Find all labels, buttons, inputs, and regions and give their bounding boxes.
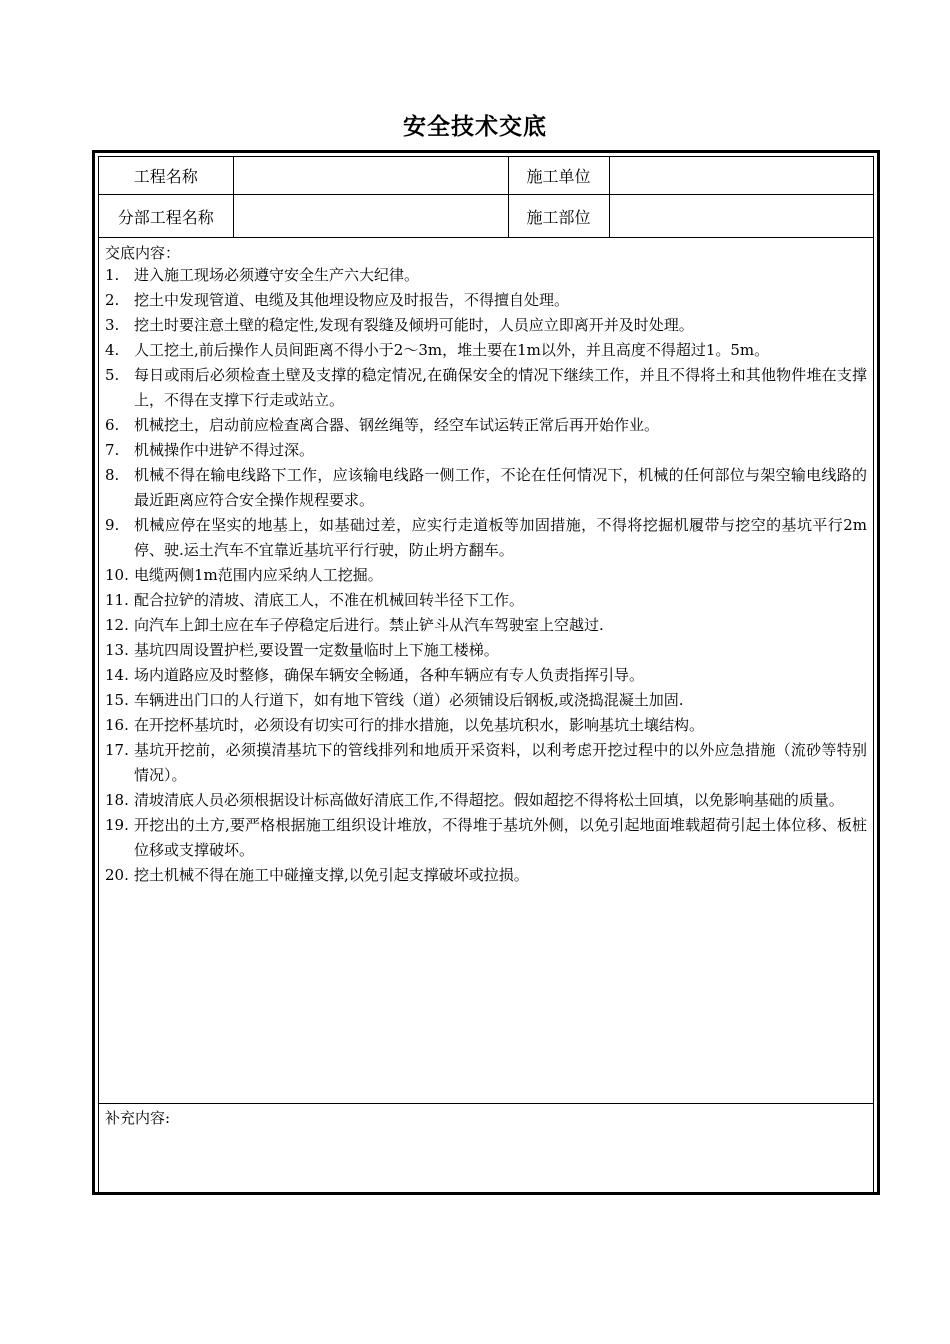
- list-item: [105, 713, 867, 738]
- list-item-text: 配合拉铲的清坡、清底工人，不准在机械回转半径下工作。: [134, 591, 525, 609]
- construction-part-field[interactable]: [609, 195, 873, 238]
- list-item: [105, 438, 867, 463]
- header-row: [99, 157, 873, 195]
- list-item-number: 5.: [105, 366, 120, 384]
- list-item-number: 7.: [105, 441, 120, 459]
- list-item-number: 1.: [105, 266, 120, 284]
- sub-project-field[interactable]: [233, 195, 508, 238]
- list-item-number: 13.: [105, 641, 129, 659]
- list-item-number: 3.: [105, 316, 120, 334]
- list-item: [105, 563, 867, 588]
- header-table: [99, 157, 873, 238]
- list-item-number: 11.: [105, 591, 129, 609]
- list-item: [105, 688, 867, 713]
- content-label: 交底内容：: [105, 244, 181, 262]
- list-item-number: 19.: [105, 816, 129, 834]
- list-item: [105, 363, 867, 413]
- list-item-text: 机械不得在输电线路下工作，应该输电线路一侧工作，不论在任何情况下，机械的任何部位与架空输电线路的最近距离应符合安全操作规程要求。: [134, 466, 867, 509]
- list-item-text: 车辆进出门口的人行道下，如有地下管线（道）必须铺设后钢板,或浇捣混凝土加固.: [134, 691, 684, 709]
- project-name-field[interactable]: [233, 157, 508, 195]
- header-row: [99, 195, 873, 238]
- form-inner-frame: [98, 156, 874, 1192]
- list-item: [105, 738, 867, 788]
- list-item-text: 向汽车上卸土应在车子停稳定后进行。禁止铲斗从汽车驾驶室上空越过.: [134, 616, 604, 634]
- list-item-text: 清坡清底人员必须根据设计标高做好清底工作,不得超挖。假如超挖不得将松土回填，以免影响基础的质量。: [134, 791, 844, 809]
- list-item: [105, 663, 867, 688]
- list-item-number: 16.: [105, 716, 129, 734]
- supplement-label: 补充内容:: [105, 1109, 171, 1127]
- list-item-text: 机械应停在坚实的地基上，如基础过差，应实行走道板等加固措施，不得将挖掘机履带与挖空的基坑平行2m停、驶.运土汽车不宜靠近基坑平行行驶，防止坍方翻车。: [134, 516, 867, 559]
- list-item: [105, 263, 867, 288]
- list-item-text: 人工挖土,前后操作人员间距离不得小于2～3m，堆土要在1m以外，并且高度不得超过1。5m。: [134, 341, 770, 359]
- list-item: [105, 813, 867, 863]
- content-list: [105, 263, 867, 888]
- list-item-text: 机械操作中进铲不得过深。: [134, 441, 315, 459]
- content-section: [99, 239, 873, 1104]
- list-item-number: 12.: [105, 616, 129, 634]
- list-item-text: 挖土时要注意土壁的稳定性,发现有裂缝及倾坍可能时，人员应立即离开并及时处理。: [134, 316, 694, 334]
- list-item: [105, 463, 867, 513]
- list-item-text: 挖土中发现管道、电缆及其他埋设物应及时报告，不得擅自处理。: [134, 291, 570, 309]
- list-item-number: 18.: [105, 791, 129, 809]
- list-item-number: 2.: [105, 291, 120, 309]
- list-item-text: 基坑四周设置护栏,要设置一定数量临时上下施工楼梯。: [134, 641, 499, 659]
- list-item-text: 挖土机械不得在施工中碰撞支撑,以免引起支撑破坏或拉损。: [134, 866, 529, 884]
- list-item: [105, 863, 867, 888]
- page-title: 安全技术交底: [403, 113, 547, 140]
- list-item-number: 20.: [105, 866, 129, 884]
- list-item-text: 在开挖杯基坑时，必须设有切实可行的排水措施，以免基坑积水，影响基坑土壤结构。: [134, 716, 705, 734]
- list-item-number: 6.: [105, 416, 120, 434]
- construction-unit-label: 施工单位: [508, 157, 609, 195]
- project-name-label: 工程名称: [99, 157, 233, 195]
- list-item-number: 4.: [105, 341, 120, 359]
- list-item-number: 14.: [105, 666, 129, 684]
- list-item: [105, 313, 867, 338]
- sub-project-label: 分部工程名称: [99, 195, 233, 238]
- list-item: [105, 588, 867, 613]
- supplement-section: [99, 1104, 873, 1192]
- list-item: [105, 513, 867, 563]
- list-item: [105, 638, 867, 663]
- list-item-number: 17.: [105, 741, 129, 759]
- list-item: [105, 613, 867, 638]
- list-item-text: 机械挖土，启动前应检查离合器、钢丝绳等，经空车试运转正常后再开始作业。: [134, 416, 660, 434]
- list-item-text: 基坑开挖前，必须摸清基坑下的管线排列和地质开采资料，以利考虑开挖过程中的以外应急措施（流砂等特别情况）。: [134, 741, 867, 784]
- form-frame: [92, 150, 880, 1195]
- list-item-text: 场内道路应及时整修，确保车辆安全畅通，各种车辆应有专人负责指挥引导。: [134, 666, 645, 684]
- list-item-text: 电缆两侧1m范围内应采纳人工挖掘。: [134, 566, 383, 584]
- list-item-text: 每日或雨后必须检查土壁及支撑的稳定情况,在确保安全的情况下继续工作，并且不得将土和其他物件堆在支撑上，不得在支撑下行走或站立。: [134, 366, 867, 409]
- list-item-number: 9.: [105, 516, 120, 534]
- list-item-text: 进入施工现场必须遵守安全生产六大纪律。: [134, 266, 420, 284]
- list-item: [105, 288, 867, 313]
- list-item-text: 开挖出的土方,要严格根据施工组织设计堆放，不得堆于基坑外侧，以免引起地面堆载超荷引起土体位移、板桩位移或支撑破坏。: [134, 816, 867, 859]
- construction-part-label: 施工部位: [508, 195, 609, 238]
- list-item: [105, 413, 867, 438]
- list-item-number: 8.: [105, 466, 120, 484]
- list-item-number: 10.: [105, 566, 129, 584]
- construction-unit-field[interactable]: [609, 157, 873, 195]
- list-item-number: 15.: [105, 691, 129, 709]
- list-item: [105, 788, 867, 813]
- list-item: [105, 338, 867, 363]
